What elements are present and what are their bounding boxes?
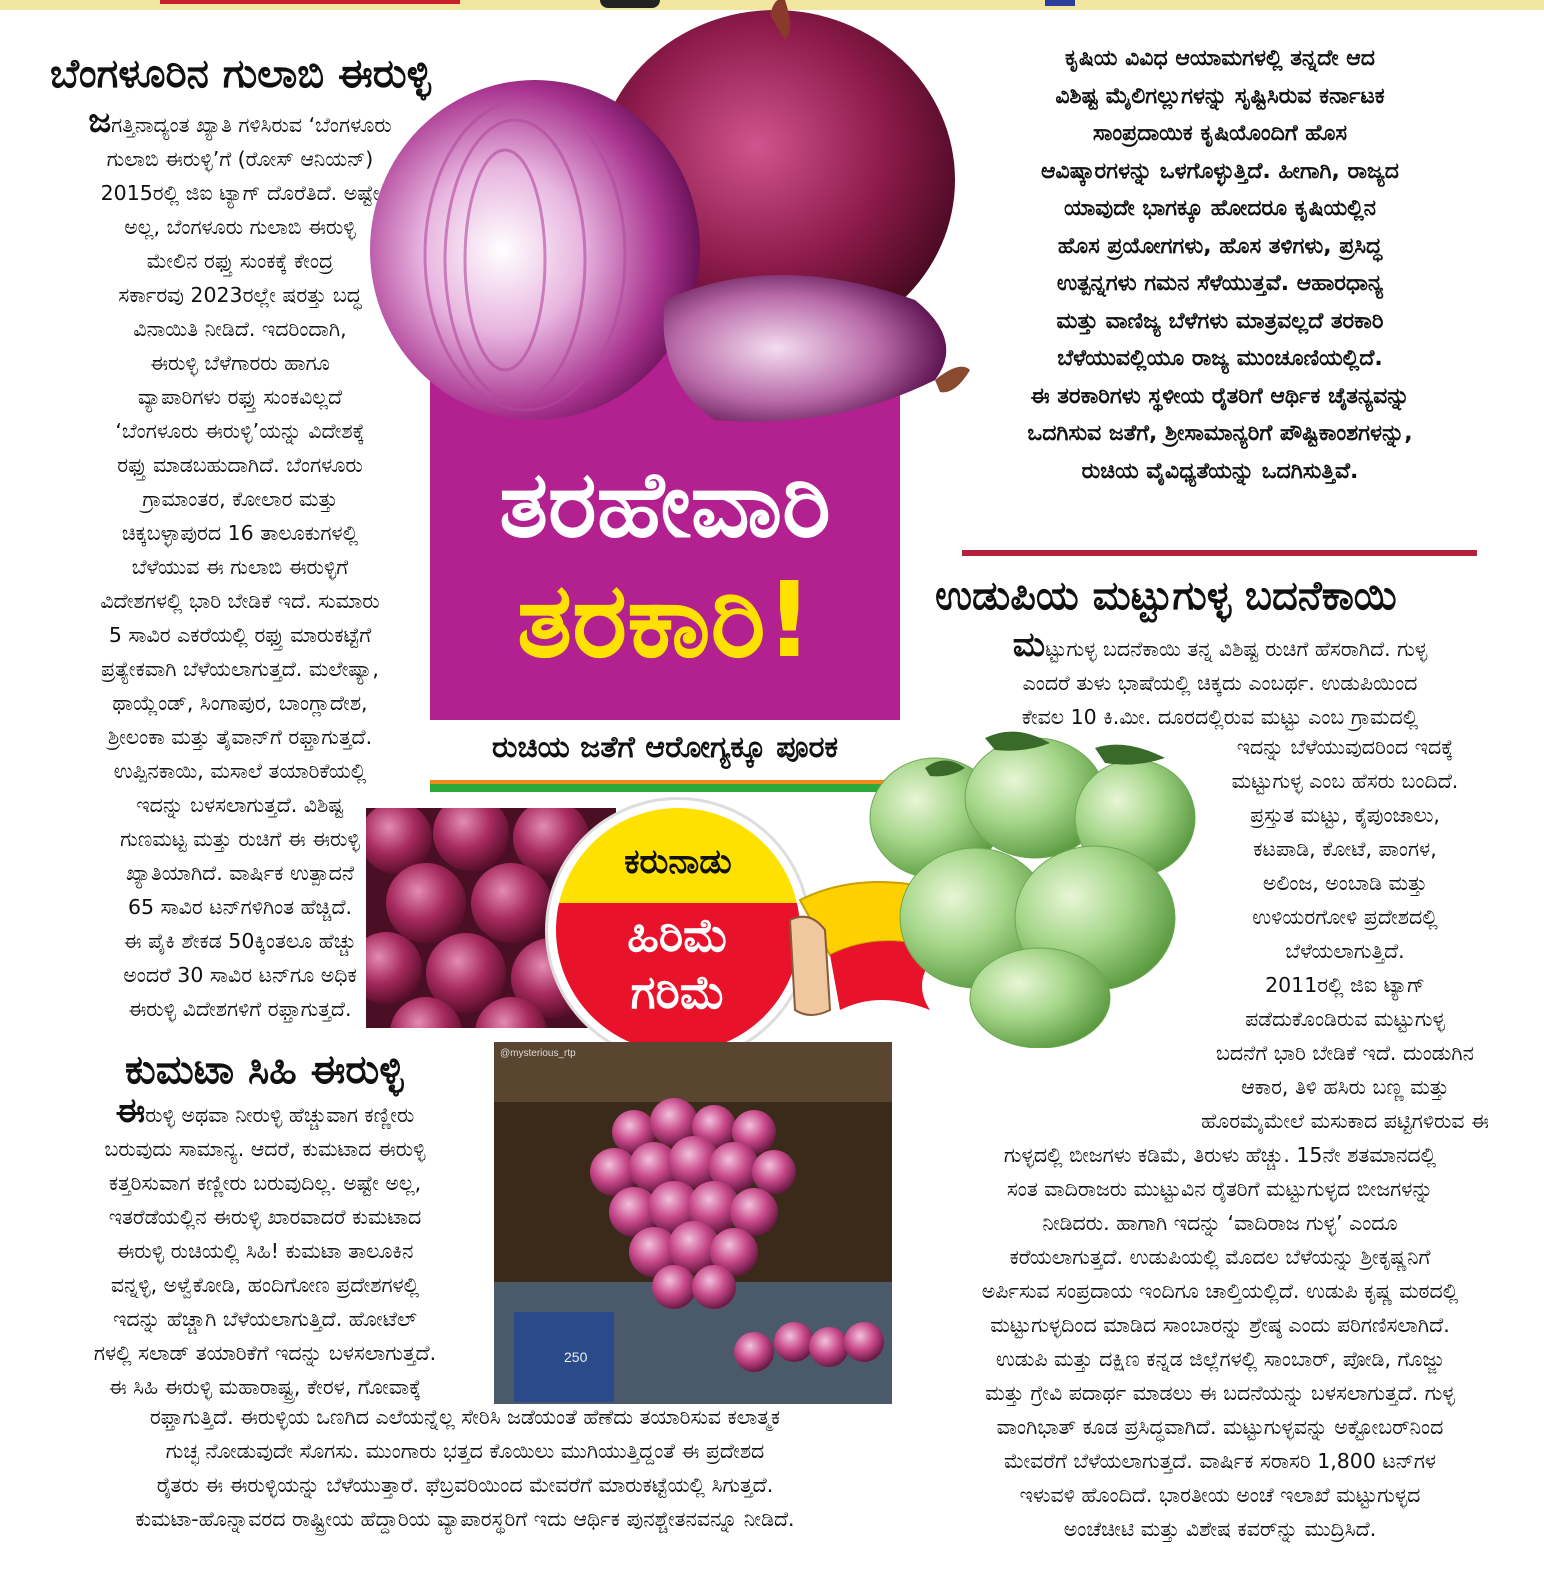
kumta-article-part-1 xyxy=(40,1091,490,1404)
bengaluru-onion-text: ಗತ್ತಿನಾದ್ಯಂತ ಖ್ಯಾತಿ ಗಳಿಸಿರುವ ‘ಬೆಂಗಳೂರು ಗುಲಾಬಿ ಈರುಳ್ಳಿ’ಗೆ (ರೋಸ್ ಆನಿಯನ್) 2015ರಲ್ಲಿ ಜಿಐ ಟ್ಯಾಗ್ ದೊರೆತಿದೆ. ಅಷ್ಟೇ ಅಲ್ಲ, ಬೆಂಗಳೂರು ಗುಲಾಬಿ ಈರುಳ್ಳಿ ಮೇಲಿನ ರಫ್ತು ಸುಂಕಕ್ಕೆ ಕೇಂದ್ರ ಸರ್ಕಾರವು 2023ರಲ್ಲೇ ಷರತ್ತು ಬದ್ಧ ವಿನಾಯಿತಿ ನೀಡಿದೆ. ಇದರಿಂದಾಗಿ, ಈರುಳ್ಳಿ ಬೆಳೆಗಾರರು ಹಾಗೂ ವ್ಯಾಪಾರಿಗಳು ರಫ್ತು ಸುಂಕವಿಲ್ಲದೆ ‘ಬೆಂಗಳೂರು ಈರುಳ್ಳಿ’ಯನ್ನು ವಿದೇಶಕ್ಕೆ ರಫ್ತು ಮಾಡಬಹುದಾಗಿದೆ. ಬೆಂಗಳೂರು ಗ್ರಾಮಾಂತರ, ಕೋಲಾರ ಮತ್ತು ಚಿಕ್ಕಬಳ್ಳಾಪುರದ 16 ತಾಲೂಕುಗಳಲ್ಲಿ ಬೆಳೆಯುವ ಈ ಗುಲಾಬಿ ಈರುಳ್ಳಿಗೆ ವಿದೇಶಗಳಲ್ಲಿ ಭಾರಿ ಬೇಡಿಕೆ ಇದೆ. ಸುಮಾರು 5 ಸಾವಿರ ಎಕರೆಯಲ್ಲಿ ರಫ್ತು ಮಾರುಕಟ್ಟೆಗೆ ಪ್ರತ್ಯೇಕವಾಗಿ ಬೆಳೆಯಲಾಗುತ್ತದೆ. ಮಲೇಷ್ಯಾ, ಥಾಯ್ಲೆಂಡ್, ಸಿಂಗಾಪುರ, ಬಾಂಗ್ಲಾದೇಶ, ಶ್ರೀಲಂಕಾ ಮತ್ತು ತೈವಾನ್‌ಗೆ ರಫ್ತಾಗುತ್ತದೆ. ಉಪ್ಪಿನಕಾಯಿ, ಮಸಾಲೆ ತಯಾರಿಕೆಯಲ್ಲಿ ಇದನ್ನು ಬಳಸಲಾಗುತ್ತದೆ. ವಿಶಿಷ್ಟ ಗುಣಮಟ್ಟ ಮತ್ತು ರುಚಿಗೆ ಈ ಈರುಳ್ಳಿ ಖ್ಯಾತಿಯಾಗಿದೆ. ವಾರ್ಷಿಕ ಉತ್ಪಾದನೆ 65 ಸಾವಿರ ಟನ್‌ಗಳಿಗಿಂತ ಹೆಚ್ಚಿದೆ. ಈ ಪೈಕಿ ಶೇಕಡ 50ಕ್ಕಿಂತಲೂ ಹೆಚ್ಚು ಅಂದರೆ 30 ಸಾವಿರ ಟನ್‌ಗೂ ಅಧಿಕ ಈರುಳ್ಳಿ ವಿದೇಶಗಳಿಗೆ ರಫ್ತಾಗುತ್ತದೆ. xyxy=(100,113,392,1021)
subtitle: ರುಚಿಯ ಜತೆಗೆ ಆರೋಗ್ಯಕ್ಕೂ ಪೂರಕ xyxy=(492,730,838,765)
udupi-article-part-2: ಇದನ್ನು ಬೆಳೆಯುವುದರಿಂದ ಇದಕ್ಕೆ ಮಟ್ಟುಗುಳ್ಳ ಎಂಬ ಹೆಸರು ಬಂದಿದೆ. ಪ್ರಸ್ತುತ ಮಟ್ಟು, ಕೈಪುಂಜಾಲು, ಕಟಪಾಡಿ, ಕೋಟೆ, ಪಾಂಗಳ, ಅಲಿಂಜ, ಅಂಬಾಡಿ ಮತ್ತು ಉಳಿಯರಗೋಳಿ ಪ್ರದೇಶದಲ್ಲಿ ಬೆಳೆಯಲಾಗುತ್ತಿದೆ. 2011ರಲ್ಲಿ ಜಿಐ ಟ್ಯಾಗ್ ಪಡೆದುಕೊಂಡಿರುವ ಮಟ್ಟುಗುಳ್ಳ ಬದನೆಗೆ ಭಾರಿ ಬೇಡಿಕೆ ಇದೆ. ದುಂಡುಗಿನ ಆಕಾರ, ತಿಳಿ ಹಸಿರು ಬಣ್ಣ ಮತ್ತು ಹೊರಮೈಮೇಲೆ ಮಸುಕಾದ ಪಟ್ಟಿಗಳಿರುವ ಈ xyxy=(1201,735,1489,1133)
badge-line-3: ಗರಿಮೆ xyxy=(630,965,726,1019)
divider-green xyxy=(430,784,900,792)
onion-market-photo xyxy=(494,1042,892,1404)
red-rule xyxy=(962,550,1477,556)
badge-line-1: ಕರುನಾಡು xyxy=(624,842,732,882)
udupi-text-1: ಟ್ಟುಗುಳ್ಳ ಬದನೆಕಾಯಿ ತನ್ನ ವಿಶಿಷ್ಟ ರುಚಿಗೆ ಹೆಸರಾಗಿದೆ. ಗುಳ್ಳ ಎಂದರೆ ತುಳು ಭಾಷೆಯಲ್ಲಿ ಚಿಕ್ಕದು ಎಂಬರ್ಥ. ಉಡುಪಿಯಿಂದ ಕೇವಲ 10 ಕಿ.ಮೀ. ದೂರದಲ್ಲಿರುವ ಮಟ್ಟು ಎಂಬ ಗ್ರಾಮದಲ್ಲಿ xyxy=(1021,637,1428,729)
drop-cap: ಜ xyxy=(88,101,112,141)
title-line-2: ತರಕಾರಿ! xyxy=(517,559,813,681)
drop-cap: ಈ xyxy=(115,1091,146,1131)
truck-plate: 250 xyxy=(564,1349,588,1365)
bengaluru-onion-heading: ಬೆಂಗಳೂರಿನ ಗುಲಾಬಿ ಈರುಳ್ಳಿ xyxy=(50,51,431,97)
udupi-article-part-1 xyxy=(930,625,1510,734)
photo-watermark: @mysterious_rtp xyxy=(500,1048,576,1059)
brinjal-photo xyxy=(865,728,1225,1048)
kumta-onion-heading: ಕುಮಟಾ ಸಿಹಿ ಈರುಳ್ಳಿ xyxy=(125,1047,404,1093)
udupi-article-part-3: ಗುಳ್ಳದಲ್ಲಿ ಬೀಜಗಳು ಕಡಿಮೆ, ತಿರುಳು ಹೆಚ್ಚು. 15ನೇ ಶತಮಾನದಲ್ಲಿ ಸಂತ ವಾದಿರಾಜರು ಮುಟ್ಟುವಿನ ರೈತರಿಗೆ ಮಟ್ಟುಗುಳ್ಳದ ಬೀಜಗಳನ್ನು ನೀಡಿದರು. ಹಾಗಾಗಿ ಇದನ್ನು ‘ವಾದಿರಾಜ ಗುಳ್ಳ’ ಎಂದೂ ಕರೆಯಲಾಗುತ್ತದೆ. ಉಡುಪಿಯಲ್ಲಿ ಮೊದಲ ಬೆಳೆಯನ್ನು ಶ್ರೀಕೃಷ್ಣನಿಗೆ ಅರ್ಪಿಸುವ ಸಂಪ್ರದಾಯ ಇಂದಿಗೂ ಚಾಲ್ತಿಯಲ್ಲಿದೆ. ಉಡುಪಿ ಕೃಷ್ಣ ಮಠದಲ್ಲಿ ಮಟ್ಟುಗುಳ್ಳದಿಂದ ಮಾಡಿದ ಸಾಂಬಾರನ್ನು ಶ್ರೇಷ್ಠ ಎಂದು ಪರಿಗಣಿಸಲಾಗಿದೆ. ಉಡುಪಿ ಮತ್ತು ದಕ್ಷಿಣ ಕನ್ನಡ ಜಿಲ್ಲೆಗಳಲ್ಲಿ ಸಾಂಬಾರ್, ಪೋಡಿ, ಗೊಜ್ಜು ಮತ್ತು ಗ್ರೇವಿ ಪದಾರ್ಥ ಮಾಡಲು ಈ ಬದನೆಯನ್ನು ಬಳಸಲಾಗುತ್ತದೆ. ಗುಳ್ಳ ವಾಂಗಿಭಾತ್ ಕೂಡ ಪ್ರಸಿದ್ಧವಾಗಿದೆ. ಮಟ್ಟುಗುಳ್ಳವನ್ನು ಅಕ್ಟೋಬರ್‌ನಿಂದ ಮೇವರೆಗೆ ಬೆಳೆಯಲಾಗುತ್ತದೆ. ವಾರ್ಷಿಕ ಸರಾಸರಿ 1,800 ಟನ್‌ಗಳ ಇಳುವಳಿ ಹೊಂದಿದೆ. ಭಾರತೀಯ ಅಂಚೆ ಇಲಾಖೆ ಮಟ್ಟುಗುಳ್ಳದ ಅಂಚೆಚೀಟಿ ಮತ್ತು ವಿಶೇಷ ಕವರ್‌ನ್ನು ಮುದ್ರಿಸಿದೆ. xyxy=(981,1143,1459,1541)
udupi-brinjal-heading: ಉಡುಪಿಯ ಮಟ್ಟುಗುಳ್ಳ ಬದನೆಕಾಯಿ xyxy=(935,573,1397,619)
title-line-1: ತರಹೇವಾರಿ xyxy=(499,451,831,558)
top-blue-mark xyxy=(1045,0,1075,6)
karunadu-badge xyxy=(548,800,808,1060)
kumta-article-part-2: ರಫ್ತಾಗುತ್ತಿದೆ. ಈರುಳ್ಳಿಯ ಒಣಗಿದ ಎಲೆಯನ್ನೆಲ್ಲ ಸೇರಿಸಿ ಜಡೆಯಂತೆ ಹೆಣೆದು ತಯಾರಿಸುವ ಕಲಾತ್ಮಕ ಗುಚ್ಛ ನೋಡುವುದೇ ಸೊಗಸು. ಮುಂಗಾರು ಭತ್ತದ ಕೊಯಿಲು ಮುಗಿಯುತ್ತಿದ್ದಂತೆ ಈ ಪ್ರದೇಶದ ರೈತರು ಈ ಈರುಳ್ಳಿಯನ್ನು ಬೆಳೆಯುತ್ತಾರೆ. ಫೆಬ್ರವರಿಯಿಂದ ಮೇವರೆಗೆ ಮಾರುಕಟ್ಟೆಯಲ್ಲಿ ಸಿಗುತ್ತದೆ. ಕುಮಟಾ-ಹೊನ್ನಾವರದ ರಾಷ್ಟ್ರೀಯ ಹೆದ್ದಾರಿಯ ವ್ಯಾಪಾರಸ್ಥರಿಗೆ ಇದು ಆರ್ಥಿಕ ಪುನಶ್ಚೇತನವನ್ನೂ ನೀಡಿದೆ. xyxy=(135,1405,795,1531)
intro-text: ಕೃಷಿಯ ವಿವಿಧ ಆಯಾಮಗಳಲ್ಲಿ ತನ್ನದೇ ಆದ ವಿಶಿಷ್ಟ ಮೈಲಿಗಲ್ಲುಗಳನ್ನು ಸೃಷ್ಟಿಸಿರುವ ಕರ್ನಾಟಕ ಸಾಂಪ್ರದಾಯಿಕ ಕೃಷಿಯೊಂದಿಗೆ ಹೊಸ ಆವಿಷ್ಕಾರಗಳನ್ನು ಒಳಗೊಳ್ಳುತ್ತಿದೆ. ಹೀಗಾಗಿ, ರಾಜ್ಯದ ಯಾವುದೇ ಭಾಗಕ್ಕೂ ಹೋದರೂ ಕೃಷಿಯಲ್ಲಿನ ಹೊಸ ಪ್ರಯೋಗಗಳು, ಹೊಸ ತಳಿಗಳು, ಪ್ರಸಿದ್ಧ ಉತ್ಪನ್ನಗಳು ಗಮನ ಸೆಳೆಯುತ್ತವೆ. ಆಹಾರಧಾನ್ಯ ಮತ್ತು ವಾಣಿಜ್ಯ ಬೆಳೆಗಳು ಮಾತ್ರವಲ್ಲದೆ ತರಕಾರಿ ಬೆಳೆಯುವಲ್ಲಿಯೂ ರಾಜ್ಯ ಮುಂಚೂಣಿಯಲ್ಲಿದೆ. ಈ ತರಕಾರಿಗಳು ಸ್ಥಳೀಯ ರೈತರಿಗೆ ಆರ್ಥಿಕ ಚೈತನ್ಯವನ್ನು ಒದಗಿಸುವ ಜತೆಗೆ, ಶ್ರೀಸಾಮಾನ್ಯರಿಗೆ ಪೌಷ್ಟಿಕಾಂಶಗಳನ್ನು, ರುಚಿಯ ವೈವಿಧ್ಯತೆಯನ್ನು ಒದಗಿಸುತ್ತಿವೆ. xyxy=(1027,46,1413,484)
kumta-text-1: ರುಳ್ಳಿ ಅಥವಾ ನೀರುಳ್ಳಿ ಹೆಚ್ಚುವಾಗ ಕಣ್ಣೀರು ಬರುವುದು ಸಾಮಾನ್ಯ. ಆದರೆ, ಕುಮಟಾದ ಈರುಳ್ಳಿ ಕತ್ತರಿಸುವಾಗ ಕಣ್ಣೀರು ಬರುವುದಿಲ್ಲ. ಅಷ್ಟೇ ಅಲ್ಲ, ಇತರೆಡೆಯಲ್ಲಿನ ಈರುಳ್ಳಿ ಖಾರವಾದರೆ ಕುಮಟಾದ ಈರುಳ್ಳಿ ರುಚಿಯಲ್ಲಿ ಸಿಹಿ! ಕುಮಟಾ ತಾಲೂಕಿನ ವನ್ನಳ್ಳಿ, ಅಳ್ವೆಕೋಡಿ, ಹಂದಿಗೋಣ ಪ್ರದೇಶಗಳಲ್ಲಿ ಇದನ್ನು ಹೆಚ್ಚಾಗಿ ಬೆಳೆಯಲಾಗುತ್ತಿದೆ. ಹೋಟೆಲ್ ಗಳಲ್ಲಿ ಸಲಾಡ್ ತಯಾರಿಕೆಗೆ ಇದನ್ನು ಬಳಸಲಾಗುತ್ತದೆ. ಈ ಸಿಹಿ ಈರುಳ್ಳಿ ಮಹಾರಾಷ್ಟ್ರ, ಕೇರಳ, ಗೋವಾಕ್ಕೆ xyxy=(93,1103,437,1399)
onion-hero-image xyxy=(355,0,975,440)
badge-line-2: ಹಿರಿಮೆ xyxy=(627,908,729,962)
drop-cap: ಮ xyxy=(1012,625,1046,665)
